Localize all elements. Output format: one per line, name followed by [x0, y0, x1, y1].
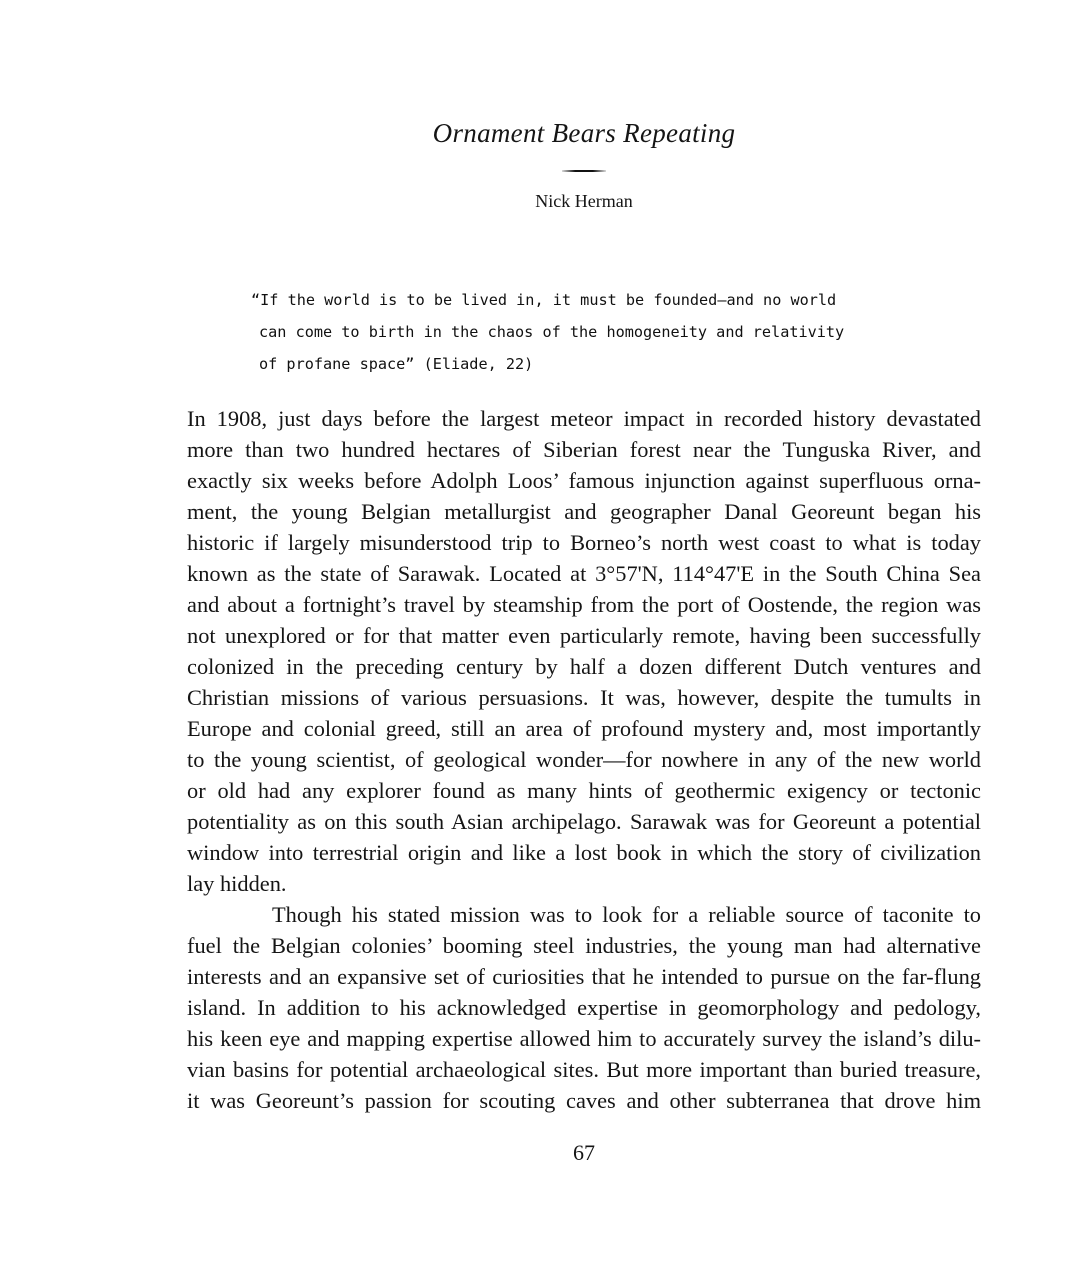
paragraph-1-line: known as the state of Sarawak. Located at 3°57'N, 114°47'E in the South China Sea — [187, 561, 981, 586]
paragraph-1-line: to the young scientist, of geological wonder—for nowhere in any of the new world — [187, 747, 981, 772]
paragraph-1-line: Christian missions of various persuasions. It was, however, despite the tumults in — [187, 685, 981, 710]
chapter-title: Ornament Bears Repeating — [432, 118, 736, 148]
epigraph-quote — [251, 284, 931, 380]
paragraph-2-line: it was Georeunt’s passion for scouting caves and other subterranea that drove him — [187, 1088, 981, 1113]
paragraph-1-line: ment, the young Belgian metallurgist and geographer Danal Georeunt began his — [187, 499, 981, 524]
paragraph-1-line: or old had any explorer found as many hints of geothermic exigency or tectonic — [187, 778, 981, 803]
page-number: 67 — [573, 1140, 595, 1165]
epigraph-line: of profane space” (Eliade, 22) — [259, 355, 534, 373]
body-text — [187, 403, 981, 1116]
epigraph-line: “If the world is to be lived in, it must be founded—and no world — [251, 291, 837, 309]
paragraph-1-line: historic if largely misunderstood trip to Borneo’s north west coast to what is today — [187, 530, 981, 555]
paragraph-2-line: fuel the Belgian colonies’ booming steel industries, the young man had alternative — [187, 933, 981, 958]
paragraph-1-line: window into terrestrial origin and like a lost book in which the story of civilization — [187, 840, 981, 865]
paragraph-2-line: interests and an expansive set of curiosities that he intended to pursue on the far-flung — [187, 964, 981, 989]
paragraph-1-line: exactly six weeks before Adolph Loos’ famous injunction against superfluous orna- — [187, 468, 981, 493]
paragraph-2-line: his keen eye and mapping expertise allowed him to accurately survey the island’s dilu- — [187, 1026, 981, 1051]
epigraph-line: can come to birth in the chaos of the homogeneity and relativity — [259, 323, 845, 341]
title-divider — [562, 170, 606, 172]
paragraph-2-line: island. In addition to his acknowledged expertise in geomorphology and pedology, — [187, 995, 981, 1020]
paragraph-1-line: more than two hundred hectares of Siberian forest near the Tunguska River, and — [187, 437, 981, 462]
paragraph-1-line: colonized in the preceding century by half a dozen different Dutch ventures and — [187, 654, 981, 679]
paragraph-1-line: potentiality as on this south Asian archipelago. Sarawak was for Georeunt a potential — [187, 809, 981, 834]
paragraph-1-line: lay hidden. — [187, 871, 287, 896]
paragraph-1-line: and about a fortnight’s travel by steamship from the port of Oostende, the region was — [187, 592, 981, 617]
paragraph-1-line: Europe and colonial greed, still an area of profound mystery and, most importantly — [187, 716, 981, 741]
paragraph-2-line: vian basins for potential archaeological sites. But more important than buried treasure, — [187, 1057, 981, 1082]
paragraph-1-line: not unexplored or for that matter even particularly remote, having been successfully — [187, 623, 981, 648]
paragraph-1-line: In 1908, just days before the largest meteor impact in recorded history devastated — [187, 406, 981, 431]
paragraph-2-line: Though his stated mission was to look for a reliable source of taconite to — [272, 902, 981, 927]
author-name: Nick Herman — [535, 191, 633, 211]
